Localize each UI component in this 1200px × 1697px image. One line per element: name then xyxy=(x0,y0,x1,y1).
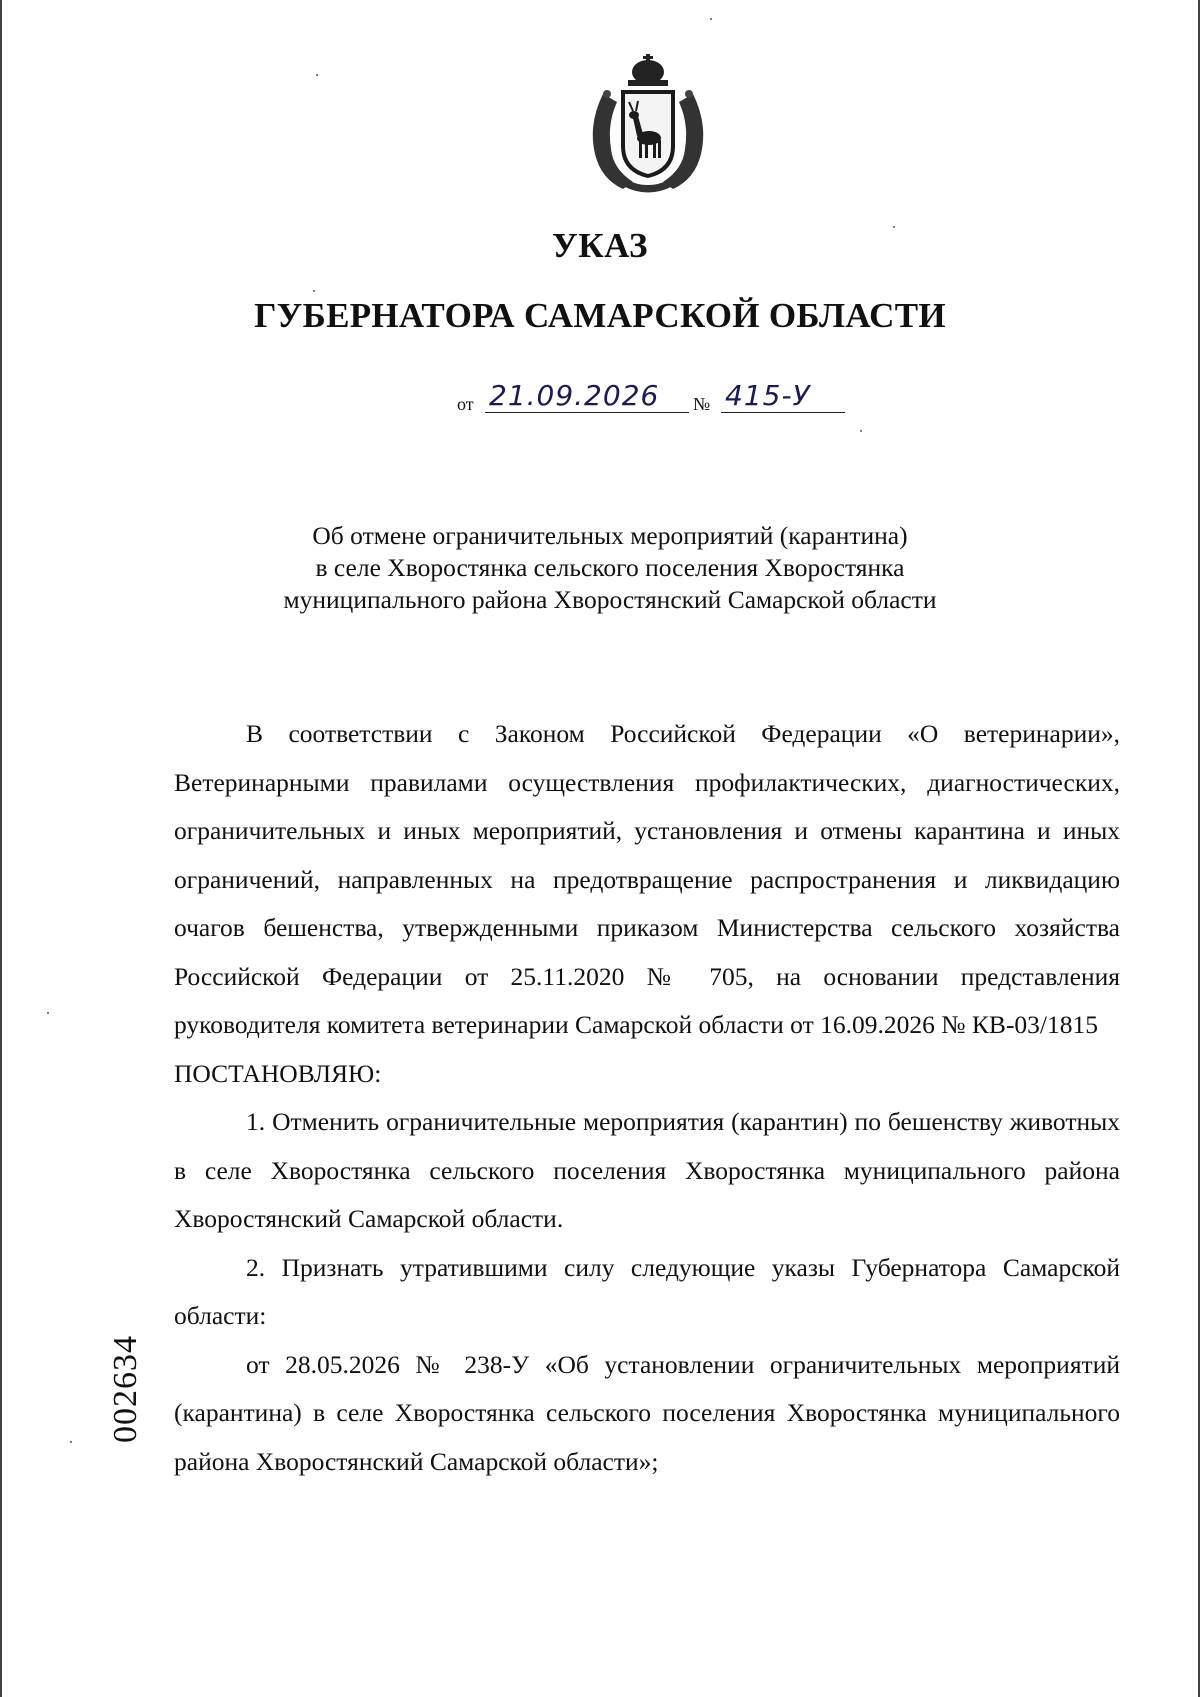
document-title: УКАЗ xyxy=(552,226,648,265)
subject-line: муниципального района Хворостянский Самарской области xyxy=(283,585,937,614)
date-number-line xyxy=(457,380,857,420)
clause-1: 1. Отменить ограничительные мероприятия (карантин) по бешенству животных в селе Хворостянка сельского поселения Хворостянка муниципального района Хворостянский Самарской области. xyxy=(174,1107,1120,1233)
scan-speck xyxy=(860,430,862,432)
document-issuer: ГУБЕРНАТОРА САМАРСКОЙ ОБЛАСТИ xyxy=(254,296,946,335)
clause-2-subitem: от 28.05.2026 № 238-У «Об установлении ограничительных мероприятий (карантина) в селе Хворостянка сельского поселения Хворостянка муниципального района Хворостянский Самарской области»; xyxy=(174,1349,1120,1476)
handwritten-date: 21.09.2026 xyxy=(485,380,689,413)
side-registration-number: 002634 xyxy=(107,1335,144,1443)
scan-speck xyxy=(893,226,895,228)
scan-speck xyxy=(313,290,315,292)
clause-2: 2. Признать утратившими силу следующие указы Губернатора Самарской области: xyxy=(174,1252,1120,1330)
subject-line: Об отмене ограничительных мероприятий (карантина) xyxy=(312,521,908,550)
coat-of-arms-emblem xyxy=(583,54,713,196)
scan-speck xyxy=(47,1012,49,1014)
scan-speck xyxy=(70,1441,72,1443)
document-subject xyxy=(280,520,940,616)
document-body xyxy=(174,710,1120,1486)
handwritten-number: 415-У xyxy=(721,380,845,413)
preamble-paragraph: В соответствии с Законом Российской Федерации «О ветеринарии», Ветеринарными правилами осуществления профилактических, диагностических, ограничительных и иных мероприятий, установления и отмены карантина и иных ограничений, направленных на предотвращение распространения и ликвидацию очагов бешенства, утвержденными приказом Министерства сельского хозяйства Российской Федерации от 25.11.2020 № 705, на основании представления руководителя комитета ветеринарии Самарской области от 16.09.2026 № КВ-03/1815 xyxy=(174,719,1120,1039)
scan-speck xyxy=(710,18,712,20)
number-sign: № xyxy=(693,394,711,414)
decree-word: ПОСТАНОВЛЯЮ: xyxy=(174,1058,382,1088)
date-prefix: от xyxy=(457,394,474,414)
scan-speck xyxy=(316,74,318,76)
subject-line: в селе Хворостянка сельского поселения Хворостянка xyxy=(315,553,905,582)
